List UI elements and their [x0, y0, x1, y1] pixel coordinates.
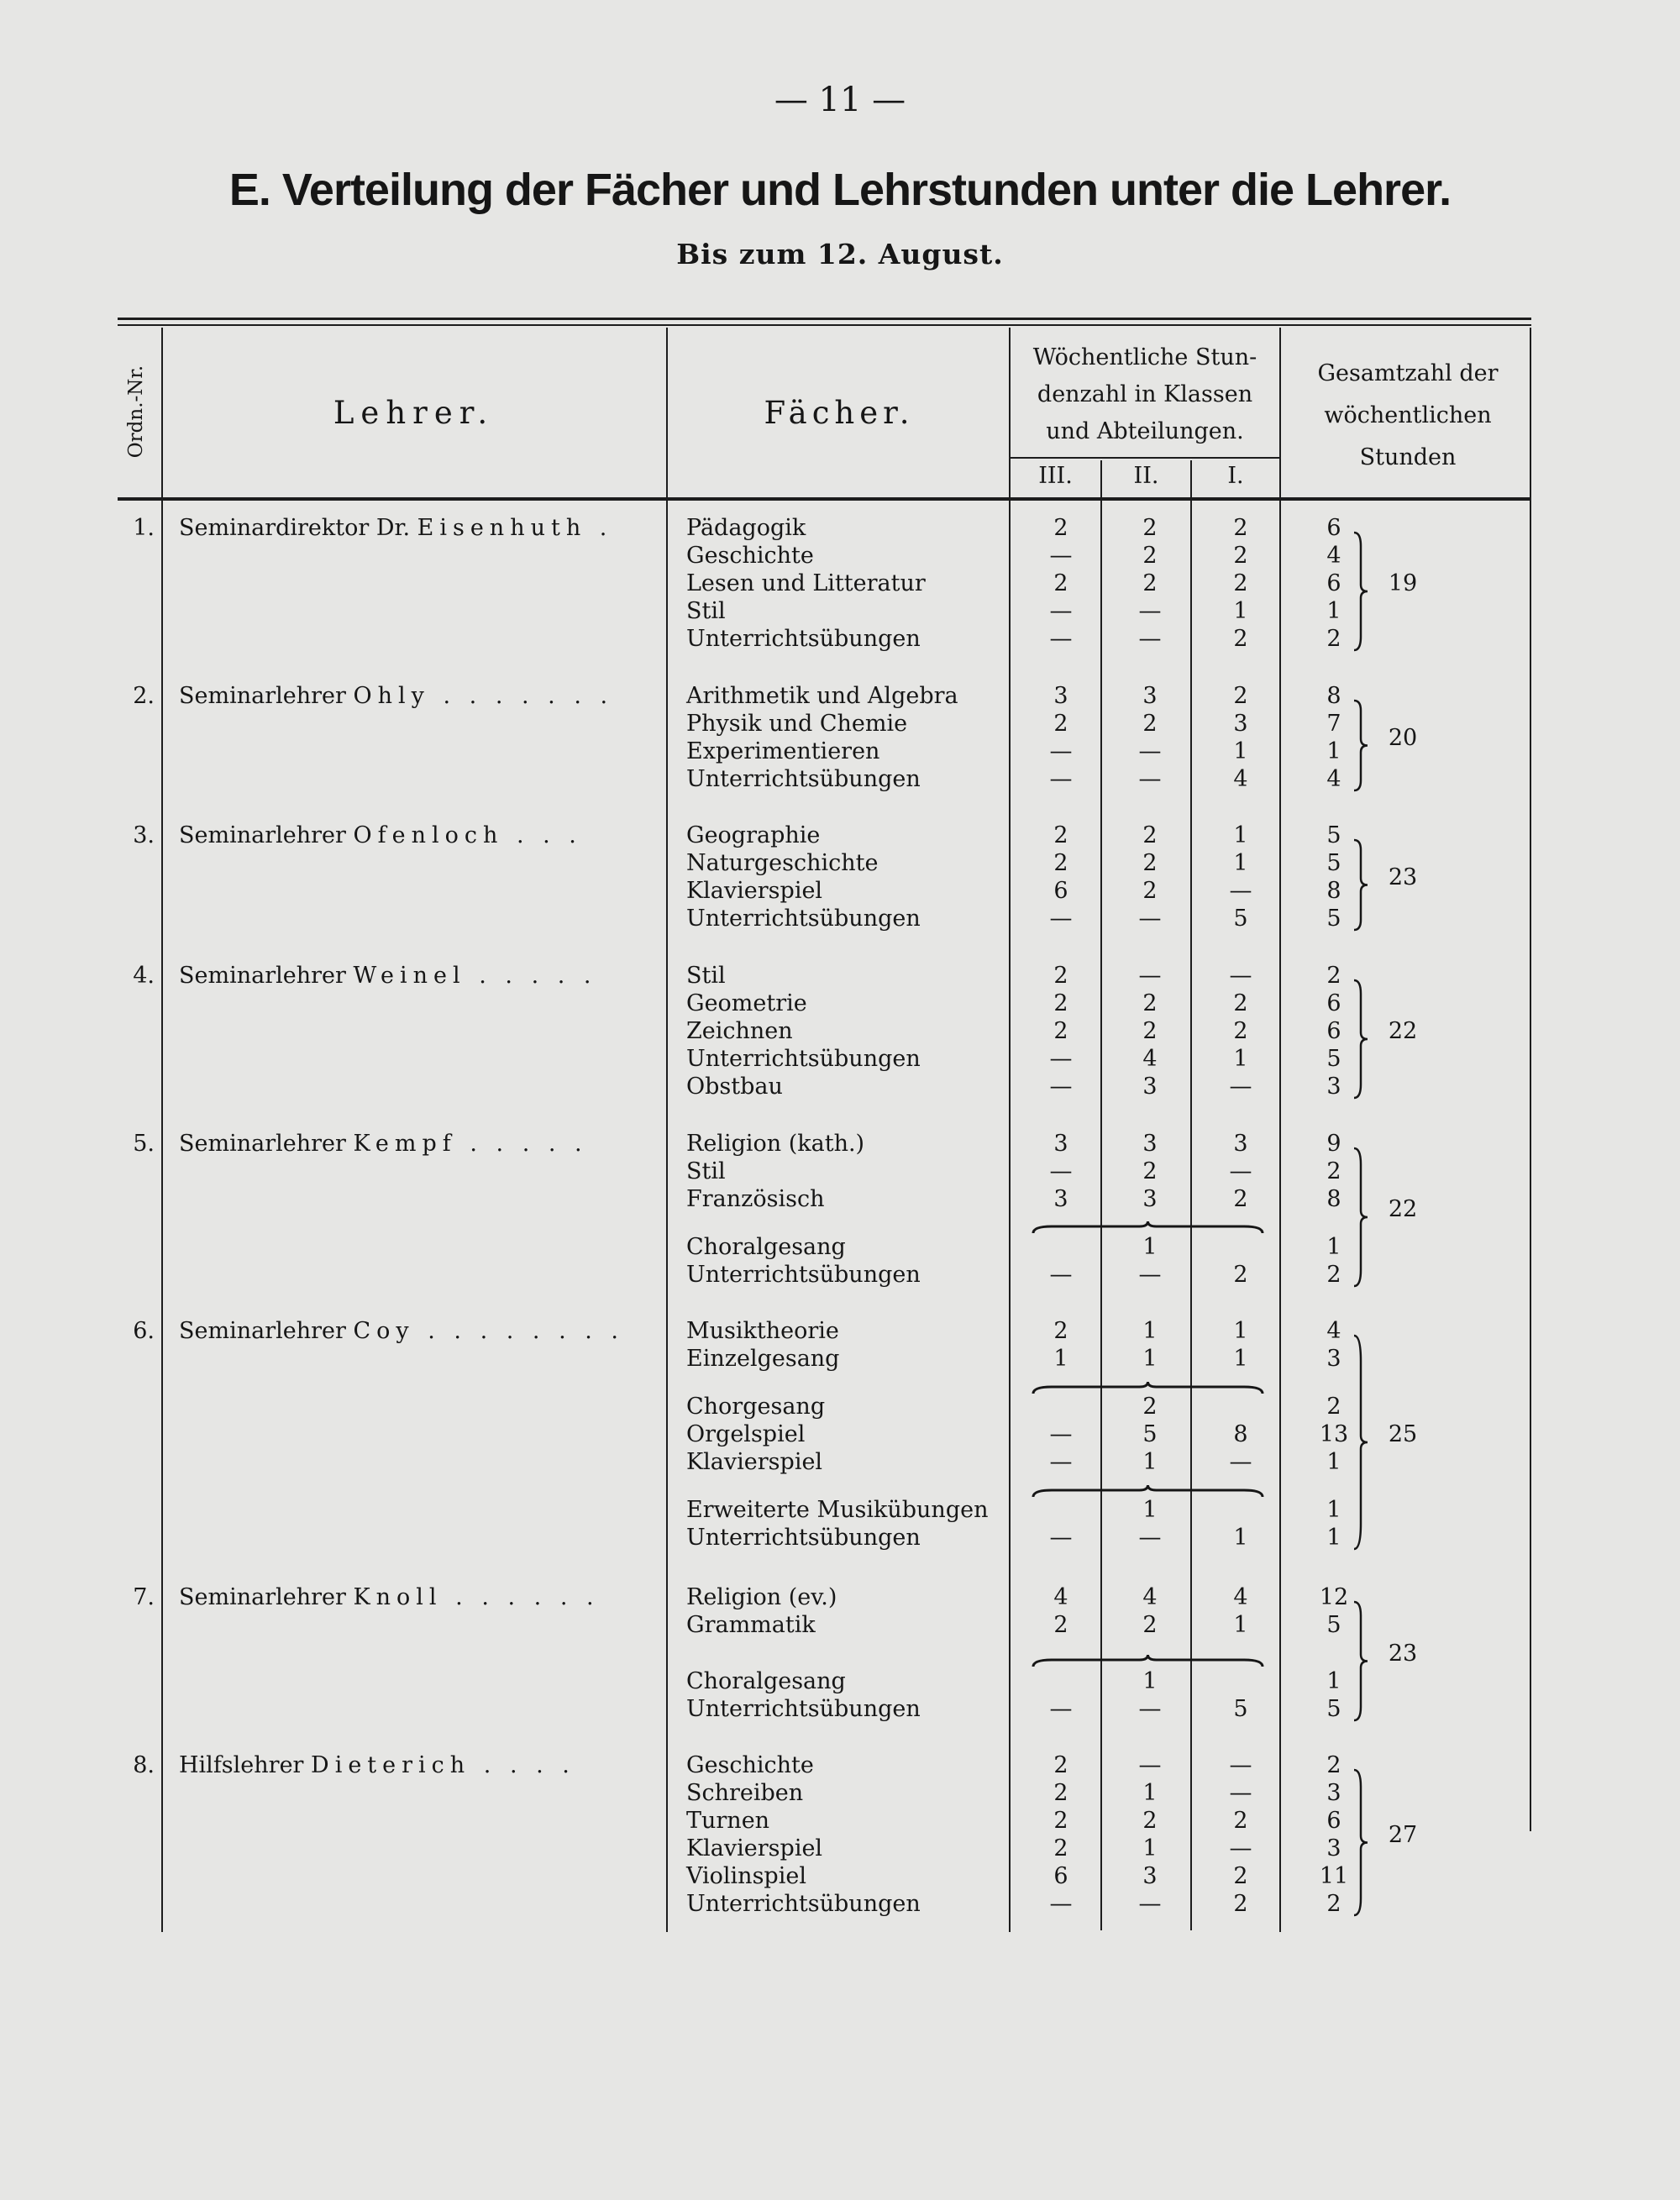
- hours-class-i: —: [1229, 1449, 1252, 1475]
- teacher-total-brace: [1351, 979, 1371, 1100]
- hours-class-i: —: [1229, 1835, 1252, 1861]
- column-divider: [1009, 328, 1011, 1932]
- hours-class-ii: —: [1138, 906, 1162, 932]
- subject-name: Religion (ev.): [686, 1584, 837, 1610]
- teacher-title: Seminarlehrer: [179, 1584, 354, 1610]
- teacher-total-brace: [1351, 838, 1371, 932]
- column-divider: [1279, 328, 1281, 1932]
- hours-class-ii: 3: [1142, 1186, 1158, 1212]
- teacher-total-brace: [1351, 1600, 1371, 1722]
- subject-total-hours: 1: [1326, 1234, 1341, 1260]
- hours-class-iii: —: [1049, 766, 1073, 792]
- hours-class-ii: 1: [1142, 1835, 1158, 1861]
- subject-total-hours: 1: [1326, 738, 1341, 764]
- page-title: E. Verteilung der Fächer und Lehrstunden unter die Lehrer.: [228, 165, 1452, 215]
- column-divider: [1100, 460, 1102, 1930]
- subject-name: Unterrichtsübungen: [686, 626, 921, 652]
- hours-class-ii: 1: [1142, 1497, 1158, 1523]
- subject-total-hours: 3: [1326, 1074, 1341, 1100]
- subject-total-hours: 2: [1326, 626, 1341, 652]
- teacher-name: [179, 514, 612, 542]
- teacher-total-hours: 23: [1388, 864, 1418, 890]
- teacher-title: Seminarlehrer: [179, 683, 354, 709]
- hours-class-iii: 2: [1053, 1018, 1068, 1044]
- teacher-total-brace: [1351, 1334, 1371, 1551]
- subject-total-hours: 2: [1326, 1158, 1341, 1184]
- hours-class-iii: —: [1049, 906, 1073, 932]
- hours-class-iii: —: [1049, 626, 1073, 652]
- hours-class-ii: 3: [1142, 1074, 1158, 1100]
- subject-name: Pädagogik: [686, 515, 806, 541]
- teacher-surname: Weinel: [353, 963, 466, 989]
- hours-class-ii: 2: [1142, 711, 1158, 737]
- teacher-name: [179, 1130, 588, 1158]
- teacher-total-brace: [1351, 699, 1371, 792]
- subject-total-hours: 4: [1326, 766, 1341, 792]
- header-faecher: Fächer.: [764, 395, 915, 431]
- hours-class-ii: 1: [1142, 1346, 1158, 1372]
- hours-class-iii: 4: [1053, 1584, 1068, 1610]
- hours-class-i: 1: [1233, 1525, 1248, 1551]
- hours-class-i: 2: [1233, 1186, 1248, 1212]
- ordinal-number: 7.: [133, 1584, 155, 1610]
- subject-total-hours: 6: [1326, 570, 1341, 596]
- hours-class-i: 8: [1233, 1421, 1248, 1447]
- hours-class-iii: 2: [1053, 570, 1068, 596]
- teacher-name: [179, 1317, 624, 1345]
- subject-total-hours: 2: [1326, 963, 1341, 989]
- hours-class-i: 1: [1233, 1046, 1248, 1072]
- hours-class-iii: 2: [1053, 1780, 1068, 1806]
- hours-class-ii: 1: [1142, 1449, 1158, 1475]
- ordinal-number: 5.: [133, 1131, 155, 1157]
- hours-class-iii: 3: [1053, 1186, 1068, 1212]
- hours-class-i: 2: [1233, 1863, 1248, 1889]
- hours-class-ii: —: [1138, 626, 1162, 652]
- hours-class-i: 1: [1233, 738, 1248, 764]
- subject-name: Stil: [686, 963, 726, 989]
- hours-class-i: 1: [1233, 1346, 1248, 1372]
- hours-class-i: —: [1229, 963, 1252, 989]
- subject-name: Klavierspiel: [686, 1449, 823, 1475]
- ordinal-number: 3.: [133, 822, 155, 848]
- teacher-title: Hilfslehrer: [179, 1752, 312, 1778]
- teacher-total-hours: 20: [1388, 724, 1418, 751]
- subject-name: Stil: [686, 598, 726, 624]
- hours-class-iii: 6: [1053, 1863, 1068, 1889]
- subject-name: Unterrichtsübungen: [686, 1046, 921, 1072]
- page-subtitle: Bis zum 12. August.: [676, 238, 1004, 270]
- ordinal-number: 4.: [133, 963, 155, 989]
- teacher-name: [179, 1751, 575, 1779]
- leader-dots: . . . . . . . .: [414, 1318, 624, 1344]
- column-divider: [666, 328, 668, 1932]
- hours-class-iii: —: [1049, 1525, 1073, 1551]
- subject-total-hours: 1: [1326, 598, 1341, 624]
- subject-total-hours: 7: [1326, 711, 1341, 737]
- teacher-name: [179, 962, 596, 990]
- subject-total-hours: 6: [1326, 990, 1341, 1016]
- subject-name: Orgelspiel: [686, 1421, 806, 1447]
- hours-class-iii: —: [1049, 1074, 1073, 1100]
- subject-name: Turnen: [686, 1808, 770, 1834]
- subject-total-hours: 5: [1326, 1696, 1341, 1722]
- teacher-total-hours: 22: [1388, 1196, 1418, 1222]
- hours-class-ii: —: [1138, 1262, 1162, 1288]
- hours-class-ii: 2: [1142, 570, 1158, 596]
- combined-classes-brace: [1032, 1483, 1264, 1500]
- column-divider: [161, 328, 163, 1932]
- hours-class-ii: 4: [1142, 1584, 1158, 1610]
- hours-class-i: 2: [1233, 543, 1248, 569]
- hours-class-iii: 3: [1053, 1131, 1068, 1157]
- teacher-surname: Kempf: [353, 1131, 457, 1157]
- subject-name: Unterrichtsübungen: [686, 1525, 921, 1551]
- hours-class-ii: 2: [1142, 850, 1158, 876]
- hours-class-ii: —: [1138, 1752, 1162, 1778]
- subject-total-hours: 5: [1326, 822, 1341, 848]
- subject-name: Musiktheorie: [686, 1318, 839, 1344]
- subject-name: Französisch: [686, 1186, 825, 1212]
- hours-class-ii: 2: [1142, 1018, 1158, 1044]
- hours-class-iii: —: [1049, 1891, 1073, 1917]
- hours-class-i: —: [1229, 1158, 1252, 1184]
- teacher-surname: Eisenhuth: [417, 515, 587, 541]
- hours-class-ii: —: [1138, 1525, 1162, 1551]
- hours-class-iii: —: [1049, 543, 1073, 569]
- header-ordn: Ordn.-Nr.: [125, 365, 147, 459]
- leader-dots: . . . . .: [465, 963, 597, 989]
- subject-name: Stil: [686, 1158, 726, 1184]
- combined-classes-brace: [1032, 1653, 1264, 1670]
- subject-name: Physik und Chemie: [686, 711, 908, 737]
- subject-total-hours: 4: [1326, 543, 1341, 569]
- hours-class-i: 1: [1233, 1318, 1248, 1344]
- subject-total-hours: 6: [1326, 515, 1341, 541]
- header-lehrer: Lehrer.: [333, 395, 495, 431]
- header-class-iii: III.: [1038, 463, 1073, 489]
- hours-class-i: 3: [1233, 711, 1248, 737]
- hours-class-ii: 2: [1142, 990, 1158, 1016]
- hours-class-ii: 1: [1142, 1318, 1158, 1344]
- header-bottom-rule: [118, 497, 1531, 501]
- subject-total-hours: 2: [1326, 1394, 1341, 1420]
- hours-class-iii: 6: [1053, 878, 1068, 904]
- hours-class-iii: —: [1049, 1046, 1073, 1072]
- teacher-total-hours: 23: [1388, 1640, 1418, 1667]
- hours-class-ii: 2: [1142, 878, 1158, 904]
- hours-class-i: 2: [1233, 1891, 1248, 1917]
- teacher-surname: Ohly: [353, 683, 430, 709]
- leader-dots: . . . .: [470, 1752, 575, 1778]
- hours-class-ii: 4: [1142, 1046, 1158, 1072]
- subject-total-hours: 8: [1326, 878, 1341, 904]
- subject-total-hours: 1: [1326, 1668, 1341, 1694]
- teacher-surname: Coy: [353, 1318, 415, 1344]
- teacher-surname: Ofenloch: [353, 822, 504, 848]
- subject-total-hours: 3: [1326, 1780, 1341, 1806]
- hours-class-ii: 2: [1142, 822, 1158, 848]
- combined-classes-brace: [1032, 1220, 1264, 1237]
- hours-class-iii: —: [1049, 1449, 1073, 1475]
- subject-total-hours: 1: [1326, 1497, 1341, 1523]
- teacher-total-hours: 22: [1388, 1018, 1418, 1044]
- hours-class-iii: 2: [1053, 711, 1068, 737]
- subject-name: Unterrichtsübungen: [686, 1696, 921, 1722]
- subject-name: Obstbau: [686, 1074, 783, 1100]
- subject-name: Violinspiel: [686, 1863, 806, 1889]
- subject-name: Geographie: [686, 822, 821, 848]
- leader-dots: . . . . . . .: [429, 683, 614, 709]
- hours-class-iii: —: [1049, 1696, 1073, 1722]
- subject-total-hours: 8: [1326, 683, 1341, 709]
- page-number: — 11 —: [774, 81, 906, 119]
- subject-total-hours: 8: [1326, 1186, 1341, 1212]
- ordinal-number: 6.: [133, 1318, 155, 1344]
- hours-class-ii: —: [1138, 1696, 1162, 1722]
- subject-name: Experimentieren: [686, 738, 880, 764]
- hours-class-ii: 3: [1142, 683, 1158, 709]
- hours-class-iii: —: [1049, 1262, 1073, 1288]
- subject-total-hours: 5: [1326, 1612, 1341, 1638]
- hours-class-ii: —: [1138, 738, 1162, 764]
- subject-name: Choralgesang: [686, 1668, 846, 1694]
- subject-name: Klavierspiel: [686, 878, 823, 904]
- hours-class-i: 2: [1233, 570, 1248, 596]
- subject-name: Unterrichtsübungen: [686, 906, 921, 932]
- hours-class-ii: —: [1138, 963, 1162, 989]
- teacher-total-brace: [1351, 1147, 1371, 1288]
- subject-name: Geschichte: [686, 1752, 814, 1778]
- hours-class-ii: 1: [1142, 1668, 1158, 1694]
- subject-total-hours: 4: [1326, 1318, 1341, 1344]
- subject-total-hours: 6: [1326, 1018, 1341, 1044]
- hours-class-iii: 3: [1053, 683, 1068, 709]
- hours-class-iii: 2: [1053, 850, 1068, 876]
- hours-class-iii: 2: [1053, 515, 1068, 541]
- hours-class-ii: 2: [1142, 1158, 1158, 1184]
- subject-name: Arithmetik und Algebra: [686, 683, 958, 709]
- hours-class-i: 1: [1233, 850, 1248, 876]
- column-divider: [1190, 460, 1192, 1930]
- subject-name: Choralgesang: [686, 1234, 846, 1260]
- subject-name: Unterrichtsübungen: [686, 766, 921, 792]
- subject-total-hours: 2: [1326, 1752, 1341, 1778]
- class-columns-rule: [1011, 457, 1279, 459]
- hours-class-i: —: [1229, 1780, 1252, 1806]
- subject-name: Erweiterte Musikübungen: [686, 1497, 989, 1523]
- hours-class-ii: 2: [1142, 1394, 1158, 1420]
- subject-total-hours: 11: [1319, 1863, 1349, 1889]
- teacher-total-hours: 25: [1388, 1421, 1418, 1447]
- header-class-i: I.: [1227, 463, 1244, 489]
- subject-name: Geometrie: [686, 990, 807, 1016]
- hours-class-ii: —: [1138, 1891, 1162, 1917]
- teacher-title: Seminarlehrer: [179, 822, 354, 848]
- subject-total-hours: 1: [1326, 1525, 1341, 1551]
- hours-class-ii: 3: [1142, 1863, 1158, 1889]
- subject-name: Einzelgesang: [686, 1346, 840, 1372]
- hours-class-i: 2: [1233, 515, 1248, 541]
- hours-class-ii: 2: [1142, 515, 1158, 541]
- hours-class-iii: —: [1049, 738, 1073, 764]
- hours-class-ii: 2: [1142, 1612, 1158, 1638]
- hours-class-i: 2: [1233, 626, 1248, 652]
- teacher-name: [179, 822, 582, 849]
- hours-class-iii: 2: [1053, 963, 1068, 989]
- subject-name: Unterrichtsübungen: [686, 1891, 921, 1917]
- hours-class-i: 1: [1233, 822, 1248, 848]
- hours-class-i: —: [1229, 1074, 1252, 1100]
- teacher-title: Seminarlehrer: [179, 1131, 354, 1157]
- hours-class-i: 2: [1233, 1262, 1248, 1288]
- hours-class-i: —: [1229, 1752, 1252, 1778]
- hours-class-i: 3: [1233, 1131, 1248, 1157]
- combined-classes-brace: [1032, 1380, 1264, 1397]
- subject-total-hours: 2: [1326, 1262, 1341, 1288]
- teacher-title: Seminarlehrer: [179, 963, 354, 989]
- hours-class-iii: 2: [1053, 990, 1068, 1016]
- teacher-total-hours: 27: [1388, 1821, 1418, 1848]
- ordinal-number: 1.: [133, 515, 155, 541]
- leader-dots: . . .: [503, 822, 582, 848]
- leader-dots: . . . . . .: [442, 1584, 600, 1610]
- teacher-title: Seminardirektor Dr.: [179, 515, 417, 541]
- leader-dots: . . . . .: [456, 1131, 588, 1157]
- header-weekly-hours: Wöchentliche Stun- denzahl in Klassen und Abteilungen.: [1032, 344, 1257, 444]
- subject-name: Chorgesang: [686, 1394, 826, 1420]
- teacher-name: [179, 1583, 600, 1611]
- teacher-total-brace: [1351, 531, 1371, 652]
- hours-class-ii: 1: [1142, 1234, 1158, 1260]
- subject-total-hours: 12: [1319, 1584, 1349, 1610]
- hours-class-ii: 1: [1142, 1780, 1158, 1806]
- hours-class-iii: 2: [1053, 1318, 1068, 1344]
- column-divider: [1530, 328, 1531, 1831]
- leader-dots: .: [586, 515, 613, 541]
- subject-total-hours: 5: [1326, 1046, 1341, 1072]
- table-top-rule: [118, 318, 1531, 320]
- hours-class-iii: 1: [1053, 1346, 1068, 1372]
- hours-class-i: 2: [1233, 1808, 1248, 1834]
- subject-name: Naturgeschichte: [686, 850, 879, 876]
- hours-class-ii: 3: [1142, 1131, 1158, 1157]
- hours-class-iii: 2: [1053, 1612, 1068, 1638]
- header-total-hours: Gesamtzahl der wöchentlichen Stunden: [1317, 360, 1499, 470]
- hours-class-i: —: [1229, 878, 1252, 904]
- hours-class-iii: —: [1049, 598, 1073, 624]
- hours-class-i: 4: [1233, 1584, 1248, 1610]
- hours-class-i: 4: [1233, 766, 1248, 792]
- hours-class-iii: 2: [1053, 1835, 1068, 1861]
- hours-class-iii: 2: [1053, 1752, 1068, 1778]
- teacher-name: [179, 682, 613, 710]
- hours-class-iii: 2: [1053, 1808, 1068, 1834]
- hours-class-i: 2: [1233, 990, 1248, 1016]
- subject-total-hours: 3: [1326, 1835, 1341, 1861]
- subject-name: Schreiben: [686, 1780, 804, 1806]
- teacher-title: Seminarlehrer: [179, 1318, 354, 1344]
- subject-total-hours: 13: [1319, 1421, 1349, 1447]
- teacher-surname: Dieterich: [311, 1752, 471, 1778]
- hours-class-i: 5: [1233, 1696, 1248, 1722]
- hours-class-ii: 2: [1142, 1808, 1158, 1834]
- subject-total-hours: 6: [1326, 1808, 1341, 1834]
- subject-name: Geschichte: [686, 543, 814, 569]
- hours-class-iii: 2: [1053, 822, 1068, 848]
- hours-class-ii: —: [1138, 598, 1162, 624]
- hours-class-iii: —: [1049, 1158, 1073, 1184]
- hours-class-i: 5: [1233, 906, 1248, 932]
- subject-name: Religion (kath.): [686, 1131, 865, 1157]
- ordinal-number: 2.: [133, 683, 155, 709]
- hours-class-iii: —: [1049, 1421, 1073, 1447]
- teacher-total-brace: [1351, 1768, 1371, 1917]
- subject-total-hours: 3: [1326, 1346, 1341, 1372]
- hours-class-i: 2: [1233, 683, 1248, 709]
- subject-total-hours: 5: [1326, 906, 1341, 932]
- hours-class-ii: 5: [1142, 1421, 1158, 1447]
- hours-class-ii: —: [1138, 766, 1162, 792]
- subject-name: Zeichnen: [686, 1018, 793, 1044]
- subject-total-hours: 1: [1326, 1449, 1341, 1475]
- hours-class-i: 2: [1233, 1018, 1248, 1044]
- subject-total-hours: 9: [1326, 1131, 1341, 1157]
- hours-class-i: 1: [1233, 598, 1248, 624]
- header-class-ii: II.: [1133, 463, 1159, 489]
- subject-name: Lesen und Litteratur: [686, 570, 926, 596]
- subject-name: Unterrichtsübungen: [686, 1262, 921, 1288]
- table-top-rule-inner: [118, 324, 1531, 326]
- hours-class-i: 1: [1233, 1612, 1248, 1638]
- subject-name: Klavierspiel: [686, 1835, 823, 1861]
- subject-total-hours: 2: [1326, 1891, 1341, 1917]
- teacher-surname: Knoll: [353, 1584, 443, 1610]
- subject-total-hours: 5: [1326, 850, 1341, 876]
- teacher-total-hours: 19: [1388, 570, 1418, 596]
- subject-name: Grammatik: [686, 1612, 816, 1638]
- hours-class-ii: 2: [1142, 543, 1158, 569]
- ordinal-number: 8.: [133, 1752, 155, 1778]
